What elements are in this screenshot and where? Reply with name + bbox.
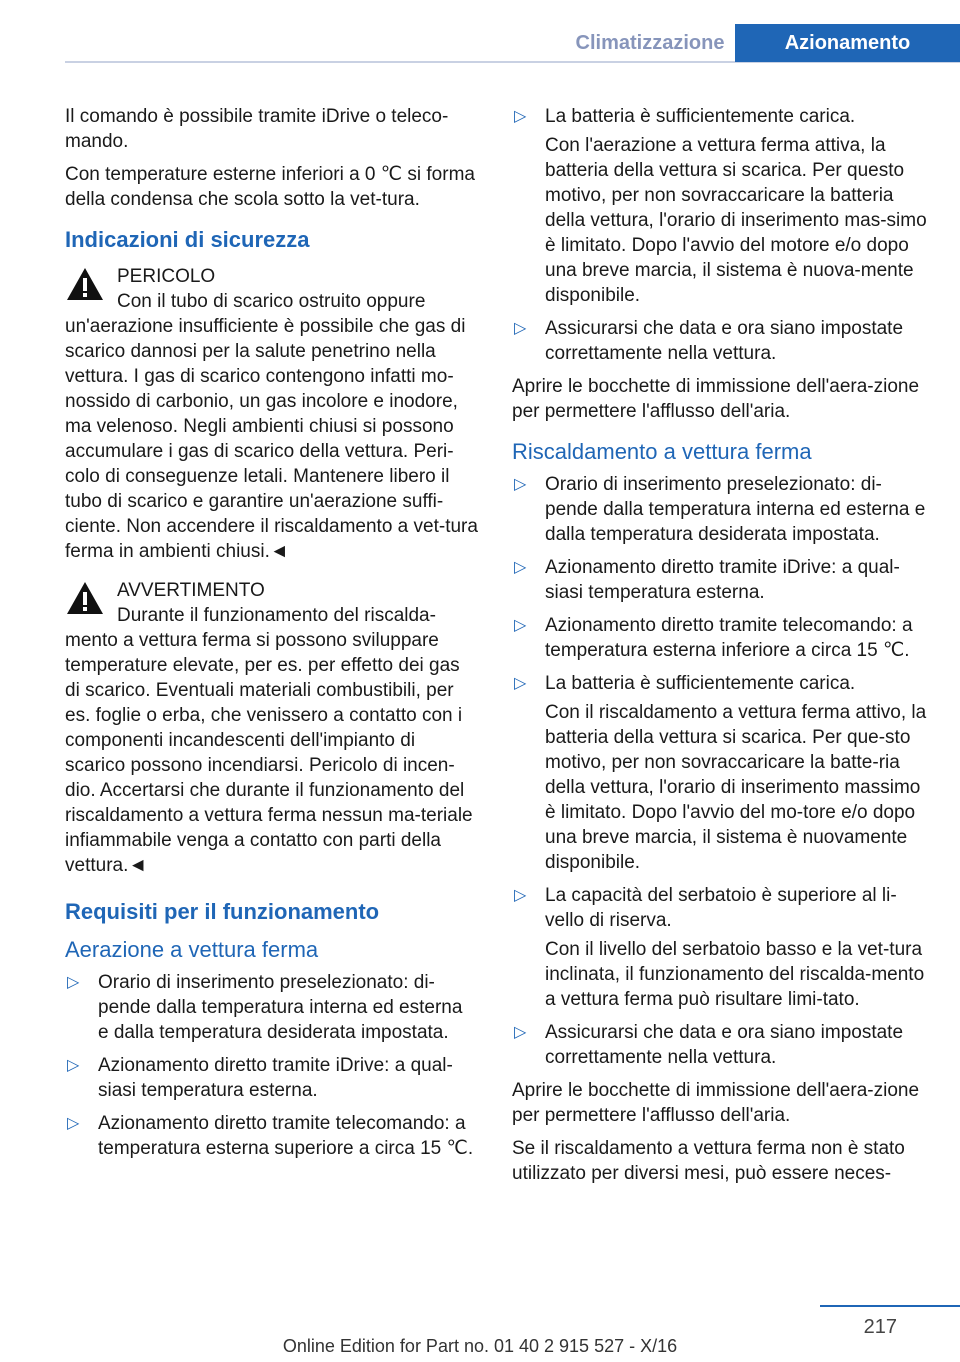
bullet-icon: ▷ [67,974,80,991]
right-column [512,104,930,1194]
ventilation-note: Aprire le bocchette di immissione dell'aera-zione per permettere l'afflusso dell'aria. [512,376,920,422]
section-tab-azionamento[interactable]: Azionamento [735,24,960,62]
heating-note-1: Aprire le bocchette di immissione dell'aera-zione per permettere l'afflusso dell'aria. [512,1080,920,1126]
list-item: ▷ Assicurarsi che data e ora siano impostate correttamente nella vettura. [514,318,904,364]
bullet-icon: ▷ [514,1024,527,1041]
bullet-icon: ▷ [514,476,527,493]
section-tab-climatizzazione[interactable]: Climatizzazione [575,32,725,54]
list-item: ▷ Azionamento diretto tramite telecomando: a temperatura esterna superiore a circa 15 ℃. [67,1113,474,1159]
footer-rule [820,1305,960,1307]
list-item: ▷ Orario di inserimento preselezionato: di-pende dalla temperatura interna ed esterna e dalla temperatura desiderata impostata. [67,972,463,1043]
warning-text-pericolo: Con il tubo di scarico ostruito oppure un'aerazione insufficiente è possibile che gas di scarico dannosi per la salute penetrino nella vettura. I gas di scarico contengono infatti mo-nossido di carbonio, un gas incolore e inodore, ma velenoso. Negli ambienti chiusi si possono accumulare i gas di scarico della vettura. Peri-colo di conseguenze letali. Mantenere libero il tubo di scarico e garantire un'aerazione suffi-ciente. Non accendere il riscaldamento a vet-tura ferma in ambienti chiusi.◄ [65,291,478,562]
edition-footer: Online Edition for Part no. 01 40 2 915 527 - X/16 [282,1336,678,1356]
list-item: ▷ Azionamento diretto tramite telecomando: a temperatura esterna inferiore a circa 15 ℃. [514,615,913,661]
left-column [65,104,478,1169]
danger-warning [65,264,478,564]
bullet-icon: ▷ [67,1115,80,1132]
bullet-icon: ▷ [67,1057,80,1074]
list-item-detail: Con il riscaldamento a vettura ferma attivo, la batteria della vettura si scarica. Per que-sto motivo, per non sovraccaricare la batte-ria della vettura, l'orario di inserimento massimo è limitato. Dopo l'avvio del mo-tore e/o dopo una breve marcia, il sistema è nuovamente disponibile. [545,702,927,873]
safety-heading: Indicazioni di sicurezza [65,227,310,252]
bullet-icon: ▷ [514,617,527,634]
list-item: ▷ Azionamento diretto tramite iDrive: a qual-siasi temperatura esterna. [67,1055,453,1101]
ventilation-list [65,970,478,1161]
intro-paragraph-1: Il comando è possibile tramite iDrive o teleco-mando. [65,106,449,152]
list-item: ▷ La batteria è sufficientemente carica. Con il riscaldamento a vettura ferma attivo, la batteria della vettura si scarica. Per que-sto motivo, per non sovraccaricare la batte-ria della vettura, l'orario di inserimento massimo è limitato. Dopo l'avvio del mo-tore e/o dopo una breve marcia, il sistema è nuovamente disponibile. [512,671,930,875]
bullet-icon: ▷ [514,887,527,904]
caution-warning [65,578,478,878]
warning-label-avvertimento: AVVERTIMENTO [117,580,265,601]
ventilation-heading: Aerazione a vettura ferma [65,937,319,962]
warning-label-pericolo: PERICOLO [117,266,216,287]
list-item: ▷ Assicurarsi che data e ora siano impostate correttamente nella vettura. [514,1022,904,1068]
list-item: ▷ Azionamento diretto tramite iDrive: a qual-siasi temperatura esterna. [514,557,900,603]
heating-note-2: Se il riscaldamento a vettura ferma non è stato utilizzato per diversi mesi, può essere neces- [512,1138,905,1184]
list-item: ▷ Orario di inserimento preselezionato: di-pende dalla temperatura interna ed esterna e dalla temperatura desiderata impostata. [514,474,926,545]
bullet-icon: ▷ [514,108,527,125]
warning-triangle-icon [65,580,105,616]
list-item-detail: Con il livello del serbatoio basso e la vet-tura inclinata, il funzionamento del riscalda-mento a vettura ferma può risultare limi-tato. [545,939,925,1010]
list-item: ▷ La batteria è sufficientemente carica. Con l'aerazione a vettura ferma attiva, la batteria della vettura si scarica. Per questo motivo, per non sovraccaricare la batteria della vettura, l'orario di inserimento mas-simo è limitato. Dopo l'avvio del motore e/o dopo una breve marcia, il sistema è nuova-mente disponibile. [512,104,930,308]
list-item: ▷ La capacità del serbatoio è superiore al li-vello di riserva. Con il livello del serbatoio basso e la vet-tura inclinata, il funzionamento del riscalda-mento a vettura ferma può risultare limi-tato. [512,883,930,1012]
list-item-detail: Con l'aerazione a vettura ferma attiva, la batteria della vettura si scarica. Per questo motivo, per non sovraccaricare la batteria della vettura, l'orario di inserimento mas-simo è limitato. Dopo l'avvio del motore e/o dopo una breve marcia, il sistema è nuova-mente disponibile. [545,135,927,306]
heating-list [512,472,930,1070]
warning-triangle-icon [65,266,105,302]
ventilation-list-continued [512,104,930,366]
bullet-icon: ▷ [514,559,527,576]
page-number: 217 [863,1316,897,1338]
warning-text-avvertimento: Durante il funzionamento del riscalda-mento a vettura ferma si possono sviluppare temperature elevate, per es. per effetto dei gas di scarico. Eventuali materiali combustibili, per es. foglie o erba, che venissero a contatto con i componenti incandescenti dell'impianto di scarico possono incendiarsi. Pericolo di incen-dio. Accertarsi che durante il funzionamento del riscaldamento a vettura ferma nessun ma-teriale infiammabile venga a contatto con parti della vettura.◄ [65,605,473,876]
bullet-icon: ▷ [514,675,527,692]
bullet-icon: ▷ [514,320,527,337]
requirements-heading: Requisiti per il funzionamento [65,899,380,924]
intro-paragraph-2: Con temperature esterne inferiori a 0 ℃ si forma della condensa che scola sotto la vet-tura. [65,164,475,210]
heating-heading: Riscaldamento a vettura ferma [512,439,812,464]
page-header [0,0,960,64]
